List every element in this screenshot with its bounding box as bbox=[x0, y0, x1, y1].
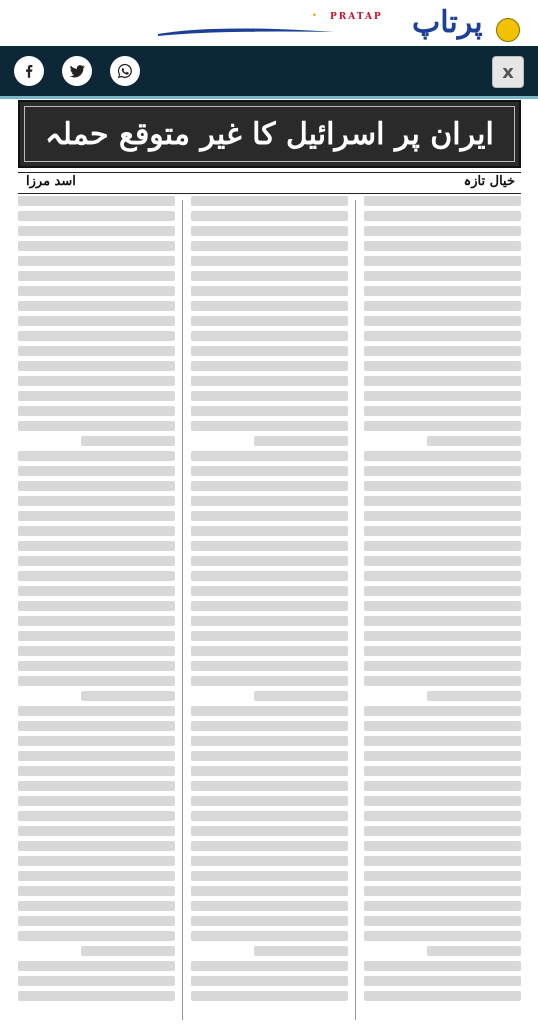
body-text-line-placeholder bbox=[364, 871, 521, 881]
article-column-1 bbox=[364, 196, 521, 1024]
body-text-line-placeholder bbox=[191, 361, 348, 371]
body-text-line-placeholder bbox=[191, 931, 348, 941]
body-text-line-placeholder bbox=[191, 286, 348, 296]
body-text-line-placeholder bbox=[18, 886, 175, 896]
logo-latin-text: PRATAP bbox=[330, 12, 383, 22]
body-text-line-placeholder bbox=[364, 391, 521, 401]
body-text-line-placeholder bbox=[191, 841, 348, 851]
body-text-line-placeholder bbox=[18, 466, 175, 476]
body-text-line-placeholder bbox=[191, 406, 348, 416]
body-text-line-placeholder bbox=[364, 796, 521, 806]
body-text-line-placeholder bbox=[364, 226, 521, 236]
body-text-line-placeholder bbox=[191, 391, 348, 401]
body-text-line-placeholder bbox=[364, 466, 521, 476]
masthead bbox=[0, 0, 538, 46]
body-text-line-placeholder bbox=[191, 376, 348, 386]
body-text-line-placeholder bbox=[18, 391, 175, 401]
body-text-line-placeholder bbox=[18, 766, 175, 776]
body-text-line-placeholder bbox=[427, 691, 521, 701]
body-text-line-placeholder bbox=[191, 196, 348, 206]
body-text-line-placeholder bbox=[364, 706, 521, 716]
body-text-line-placeholder bbox=[18, 196, 175, 206]
headline-frame bbox=[24, 106, 515, 162]
body-text-line-placeholder bbox=[18, 361, 175, 371]
body-text-line-placeholder bbox=[18, 616, 175, 626]
whatsapp-share-button[interactable] bbox=[110, 56, 140, 86]
body-text-line-placeholder bbox=[18, 331, 175, 341]
body-text-line-placeholder bbox=[18, 721, 175, 731]
body-text-line-placeholder bbox=[18, 451, 175, 461]
body-text-line-placeholder bbox=[364, 541, 521, 551]
body-text-line-placeholder bbox=[191, 766, 348, 776]
body-text-line-placeholder bbox=[191, 571, 348, 581]
body-text-line-placeholder bbox=[191, 901, 348, 911]
body-text-line-placeholder bbox=[191, 226, 348, 236]
body-text-line-placeholder bbox=[18, 706, 175, 716]
body-text-line-placeholder bbox=[18, 586, 175, 596]
headline-banner bbox=[18, 100, 521, 168]
body-text-line-placeholder bbox=[364, 976, 521, 986]
body-text-line-placeholder bbox=[18, 871, 175, 881]
body-text-line-placeholder bbox=[81, 691, 175, 701]
body-text-line-placeholder bbox=[18, 661, 175, 671]
body-text-line-placeholder bbox=[427, 946, 521, 956]
body-text-line-placeholder bbox=[18, 481, 175, 491]
body-text-line-placeholder bbox=[364, 826, 521, 836]
body-text-line-placeholder bbox=[18, 271, 175, 281]
body-text-line-placeholder bbox=[364, 901, 521, 911]
body-text-line-placeholder bbox=[364, 736, 521, 746]
body-text-line-placeholder bbox=[18, 796, 175, 806]
logo-swoosh-graphic bbox=[156, 26, 336, 38]
body-text-line-placeholder bbox=[191, 346, 348, 356]
body-text-line-placeholder bbox=[191, 601, 348, 611]
body-text-line-placeholder bbox=[364, 301, 521, 311]
body-text-line-placeholder bbox=[364, 421, 521, 431]
body-text-line-placeholder bbox=[18, 841, 175, 851]
body-text-line-placeholder bbox=[364, 196, 521, 206]
body-text-line-placeholder bbox=[254, 691, 348, 701]
body-text-line-placeholder bbox=[364, 916, 521, 926]
body-text-line-placeholder bbox=[191, 961, 348, 971]
newspaper-clipping bbox=[18, 100, 521, 1024]
body-text-line-placeholder bbox=[364, 991, 521, 1001]
body-text-line-placeholder bbox=[18, 991, 175, 1001]
article-columns bbox=[18, 196, 521, 1024]
body-text-line-placeholder bbox=[364, 721, 521, 731]
body-text-line-placeholder bbox=[191, 211, 348, 221]
body-text-line-placeholder bbox=[18, 901, 175, 911]
body-text-line-placeholder bbox=[191, 586, 348, 596]
body-text-line-placeholder bbox=[364, 811, 521, 821]
body-text-line-placeholder bbox=[191, 466, 348, 476]
body-text-line-placeholder bbox=[18, 916, 175, 926]
body-text-line-placeholder bbox=[364, 241, 521, 251]
body-text-line-placeholder bbox=[18, 376, 175, 386]
body-text-line-placeholder bbox=[191, 856, 348, 866]
facebook-share-button[interactable] bbox=[14, 56, 44, 86]
body-text-line-placeholder bbox=[18, 571, 175, 581]
column-label: خیال تازہ bbox=[463, 174, 515, 189]
body-text-line-placeholder bbox=[191, 301, 348, 311]
body-text-line-placeholder bbox=[191, 676, 348, 686]
body-text-line-placeholder bbox=[191, 556, 348, 566]
body-text-line-placeholder bbox=[18, 241, 175, 251]
body-text-line-placeholder bbox=[364, 601, 521, 611]
body-text-line-placeholder bbox=[191, 616, 348, 626]
body-text-line-placeholder bbox=[191, 646, 348, 656]
body-text-line-placeholder bbox=[18, 856, 175, 866]
body-text-line-placeholder bbox=[191, 781, 348, 791]
body-text-line-placeholder bbox=[191, 421, 348, 431]
body-text-line-placeholder bbox=[364, 631, 521, 641]
body-text-line-placeholder bbox=[364, 376, 521, 386]
body-text-line-placeholder bbox=[191, 706, 348, 716]
body-text-line-placeholder bbox=[191, 661, 348, 671]
body-text-line-placeholder bbox=[18, 646, 175, 656]
body-text-line-placeholder bbox=[18, 541, 175, 551]
body-text-line-placeholder bbox=[364, 571, 521, 581]
share-toolbar bbox=[0, 46, 538, 99]
body-text-line-placeholder bbox=[364, 676, 521, 686]
byline-row bbox=[18, 172, 521, 194]
body-text-line-placeholder bbox=[18, 301, 175, 311]
body-text-line-placeholder bbox=[18, 601, 175, 611]
body-text-line-placeholder bbox=[364, 406, 521, 416]
column-divider bbox=[182, 200, 183, 1020]
body-text-line-placeholder bbox=[191, 541, 348, 551]
body-text-line-placeholder bbox=[18, 751, 175, 761]
body-text-line-placeholder bbox=[364, 961, 521, 971]
body-text-line-placeholder bbox=[364, 211, 521, 221]
body-text-line-placeholder bbox=[364, 856, 521, 866]
body-text-line-placeholder bbox=[364, 346, 521, 356]
body-text-line-placeholder bbox=[18, 526, 175, 536]
body-text-line-placeholder bbox=[364, 661, 521, 671]
twitter-icon bbox=[68, 62, 86, 80]
newspaper-logo[interactable] bbox=[150, 4, 483, 44]
body-text-line-placeholder bbox=[364, 271, 521, 281]
body-text-line-placeholder bbox=[254, 436, 348, 446]
body-text-line-placeholder bbox=[18, 496, 175, 506]
body-text-line-placeholder bbox=[18, 811, 175, 821]
body-text-line-placeholder bbox=[191, 991, 348, 1001]
article-column-2 bbox=[191, 196, 348, 1024]
body-text-line-placeholder bbox=[18, 286, 175, 296]
body-text-line-placeholder bbox=[364, 286, 521, 296]
article-headline: ایران پر اسرائیل کا غیر متوقع حملہ bbox=[45, 116, 494, 152]
body-text-line-placeholder bbox=[18, 316, 175, 326]
logo-tag-graphic: ✦ bbox=[312, 12, 318, 19]
body-text-line-placeholder bbox=[191, 976, 348, 986]
column-divider bbox=[355, 200, 356, 1020]
body-text-line-placeholder bbox=[364, 931, 521, 941]
body-text-line-placeholder bbox=[18, 421, 175, 431]
body-text-line-placeholder bbox=[364, 256, 521, 266]
body-text-line-placeholder bbox=[191, 481, 348, 491]
body-text-line-placeholder bbox=[18, 406, 175, 416]
article-column-3 bbox=[18, 196, 175, 1024]
facebook-icon bbox=[20, 62, 38, 80]
body-text-line-placeholder bbox=[191, 331, 348, 341]
body-text-line-placeholder bbox=[18, 826, 175, 836]
body-text-line-placeholder bbox=[364, 451, 521, 461]
author-name: اسد مرزا bbox=[26, 174, 76, 189]
body-text-line-placeholder bbox=[191, 796, 348, 806]
logo-urdu-text: پرتاپ bbox=[412, 5, 483, 40]
body-text-line-placeholder bbox=[81, 946, 175, 956]
body-text-line-placeholder bbox=[191, 736, 348, 746]
body-text-line-placeholder bbox=[191, 871, 348, 881]
body-text-line-placeholder bbox=[18, 676, 175, 686]
body-text-line-placeholder bbox=[364, 781, 521, 791]
body-text-line-placeholder bbox=[18, 346, 175, 356]
body-text-line-placeholder bbox=[18, 736, 175, 746]
body-text-line-placeholder bbox=[191, 256, 348, 266]
body-text-line-placeholder bbox=[364, 646, 521, 656]
body-text-line-placeholder bbox=[364, 361, 521, 371]
whatsapp-icon bbox=[116, 62, 134, 80]
body-text-line-placeholder bbox=[191, 886, 348, 896]
body-text-line-placeholder bbox=[18, 226, 175, 236]
body-text-line-placeholder bbox=[364, 766, 521, 776]
body-text-line-placeholder bbox=[364, 751, 521, 761]
logo-emblem-icon bbox=[496, 18, 520, 42]
body-text-line-placeholder bbox=[364, 331, 521, 341]
body-text-line-placeholder bbox=[364, 616, 521, 626]
body-text-line-placeholder bbox=[18, 256, 175, 266]
body-text-line-placeholder bbox=[191, 316, 348, 326]
body-text-line-placeholder bbox=[364, 511, 521, 521]
body-text-line-placeholder bbox=[364, 841, 521, 851]
body-text-line-placeholder bbox=[191, 631, 348, 641]
body-text-line-placeholder bbox=[191, 496, 348, 506]
body-text-line-placeholder bbox=[191, 916, 348, 926]
body-text-line-placeholder bbox=[191, 271, 348, 281]
body-text-line-placeholder bbox=[364, 886, 521, 896]
body-text-line-placeholder bbox=[191, 751, 348, 761]
body-text-line-placeholder bbox=[18, 511, 175, 521]
body-text-line-placeholder bbox=[18, 781, 175, 791]
body-text-line-placeholder bbox=[191, 826, 348, 836]
body-text-line-placeholder bbox=[427, 436, 521, 446]
body-text-line-placeholder bbox=[18, 961, 175, 971]
body-text-line-placeholder bbox=[191, 721, 348, 731]
body-text-line-placeholder bbox=[364, 556, 521, 566]
twitter-share-button[interactable] bbox=[62, 56, 92, 86]
body-text-line-placeholder bbox=[191, 241, 348, 251]
body-text-line-placeholder bbox=[364, 496, 521, 506]
body-text-line-placeholder bbox=[18, 211, 175, 221]
body-text-line-placeholder bbox=[364, 316, 521, 326]
body-text-line-placeholder bbox=[191, 811, 348, 821]
body-text-line-placeholder bbox=[191, 526, 348, 536]
body-text-line-placeholder bbox=[191, 451, 348, 461]
body-text-line-placeholder bbox=[81, 436, 175, 446]
body-text-line-placeholder bbox=[18, 631, 175, 641]
body-text-line-placeholder bbox=[364, 481, 521, 491]
body-text-line-placeholder bbox=[18, 556, 175, 566]
body-text-line-placeholder bbox=[254, 946, 348, 956]
close-button[interactable]: x bbox=[492, 56, 524, 88]
body-text-line-placeholder bbox=[191, 511, 348, 521]
body-text-line-placeholder bbox=[364, 526, 521, 536]
body-text-line-placeholder bbox=[364, 586, 521, 596]
body-text-line-placeholder bbox=[18, 931, 175, 941]
body-text-line-placeholder bbox=[18, 976, 175, 986]
